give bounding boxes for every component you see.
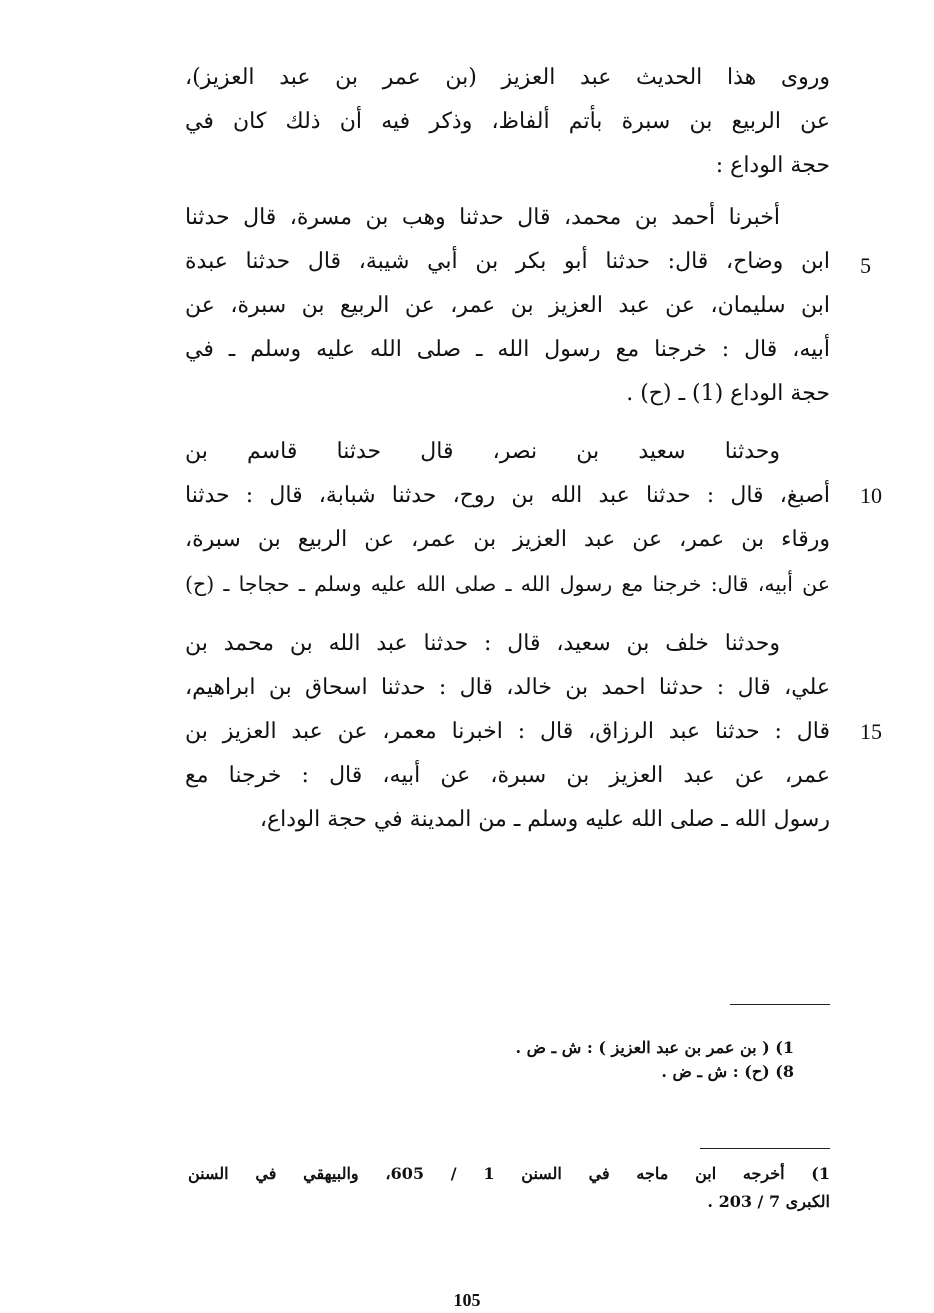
text-line: عمر، عن عبد العزيز بن سبرة، عن أبيه، قال : خرجنا مع [185,763,830,788]
text-line: عن أبيه، قال: خرجنا مع رسول الله ـ صلى الله عليه وسلم ـ حجاجا ـ (ح) [185,572,830,596]
footnote-divider [700,1148,830,1149]
text-line: أبيه، قال : خرجنا مع رسول الله ـ صلى الله عليه وسلم ـ في [185,337,830,362]
text-line: وحدثنا سعيد بن نصر، قال حدثنا قاسم بن [185,439,780,464]
paragraph-3 [185,430,830,606]
paragraph-4 [185,622,830,842]
paragraph-2 [185,196,830,416]
line-number-5: 5 [860,253,871,278]
text-line: عن الربيع بن سبرة بأتم ألفاظ، وذكر فيه أن ذلك كان في [185,109,830,134]
text-line: أصبغ، قال : حدثنا عبد الله بن روح، حدثنا شبابة، قال : حدثنا [185,483,830,508]
text-line: قال : حدثنا عبد الرزاق، قال : اخبرنا معمر، عن عبد العزيز بن [185,719,830,744]
page-number: 105 [453,1290,481,1310]
notes-divider [730,1004,830,1005]
text-line: ورقاء بن عمر، عن عبد العزيز بن عمر، عن الربيع بن سبرة، [185,527,830,552]
text-line: ابن سليمان، عن عبد العزيز بن عمر، عن الربيع بن سبرة، عن [185,293,830,318]
paragraph-1 [185,56,830,188]
footnote [188,1160,830,1216]
text-line: حجة الوداع (1) ـ (ح) . [626,381,830,406]
variant-note: 8) (ح) : ش ـ ض . [661,1062,794,1081]
footnote-line: الكبرى 7 / 203 . [707,1192,830,1211]
text-line: أخبرنا أحمد بن محمد، قال حدثنا وهب بن مسرة، قال حدثنا [185,205,780,230]
text-line: ابن وضاح، قال: حدثنا أبو بكر بن أبي شيبة، قال حدثنا عبدة [185,249,830,274]
line-number-15: 15 [860,719,882,744]
text-line: علي، قال : حدثنا احمد بن خالد، قال : حدثنا اسحاق بن ابراهيم، [185,675,830,700]
text-line: وحدثنا خلف بن سعيد، قال : حدثنا عبد الله بن محمد بن [185,631,780,656]
line-number-10: 10 [860,483,882,508]
text-line: وروى هذا الحديث عبد العزيز (بن عمر بن عبد العزيز)، [185,65,830,90]
variant-note: 1) ( بن عمر بن عبد العزيز ) : ش ـ ض . [515,1038,794,1057]
variant-notes [334,1036,794,1084]
text-line: حجة الوداع : [715,153,830,178]
footnote-line: 1) أخرجه ابن ماجه في السنن 1 / 605، والبيهقي في السنن [188,1164,831,1183]
text-line: رسول الله ـ صلى الله عليه وسلم ـ من المدينة في حجة الوداع، [259,807,830,832]
